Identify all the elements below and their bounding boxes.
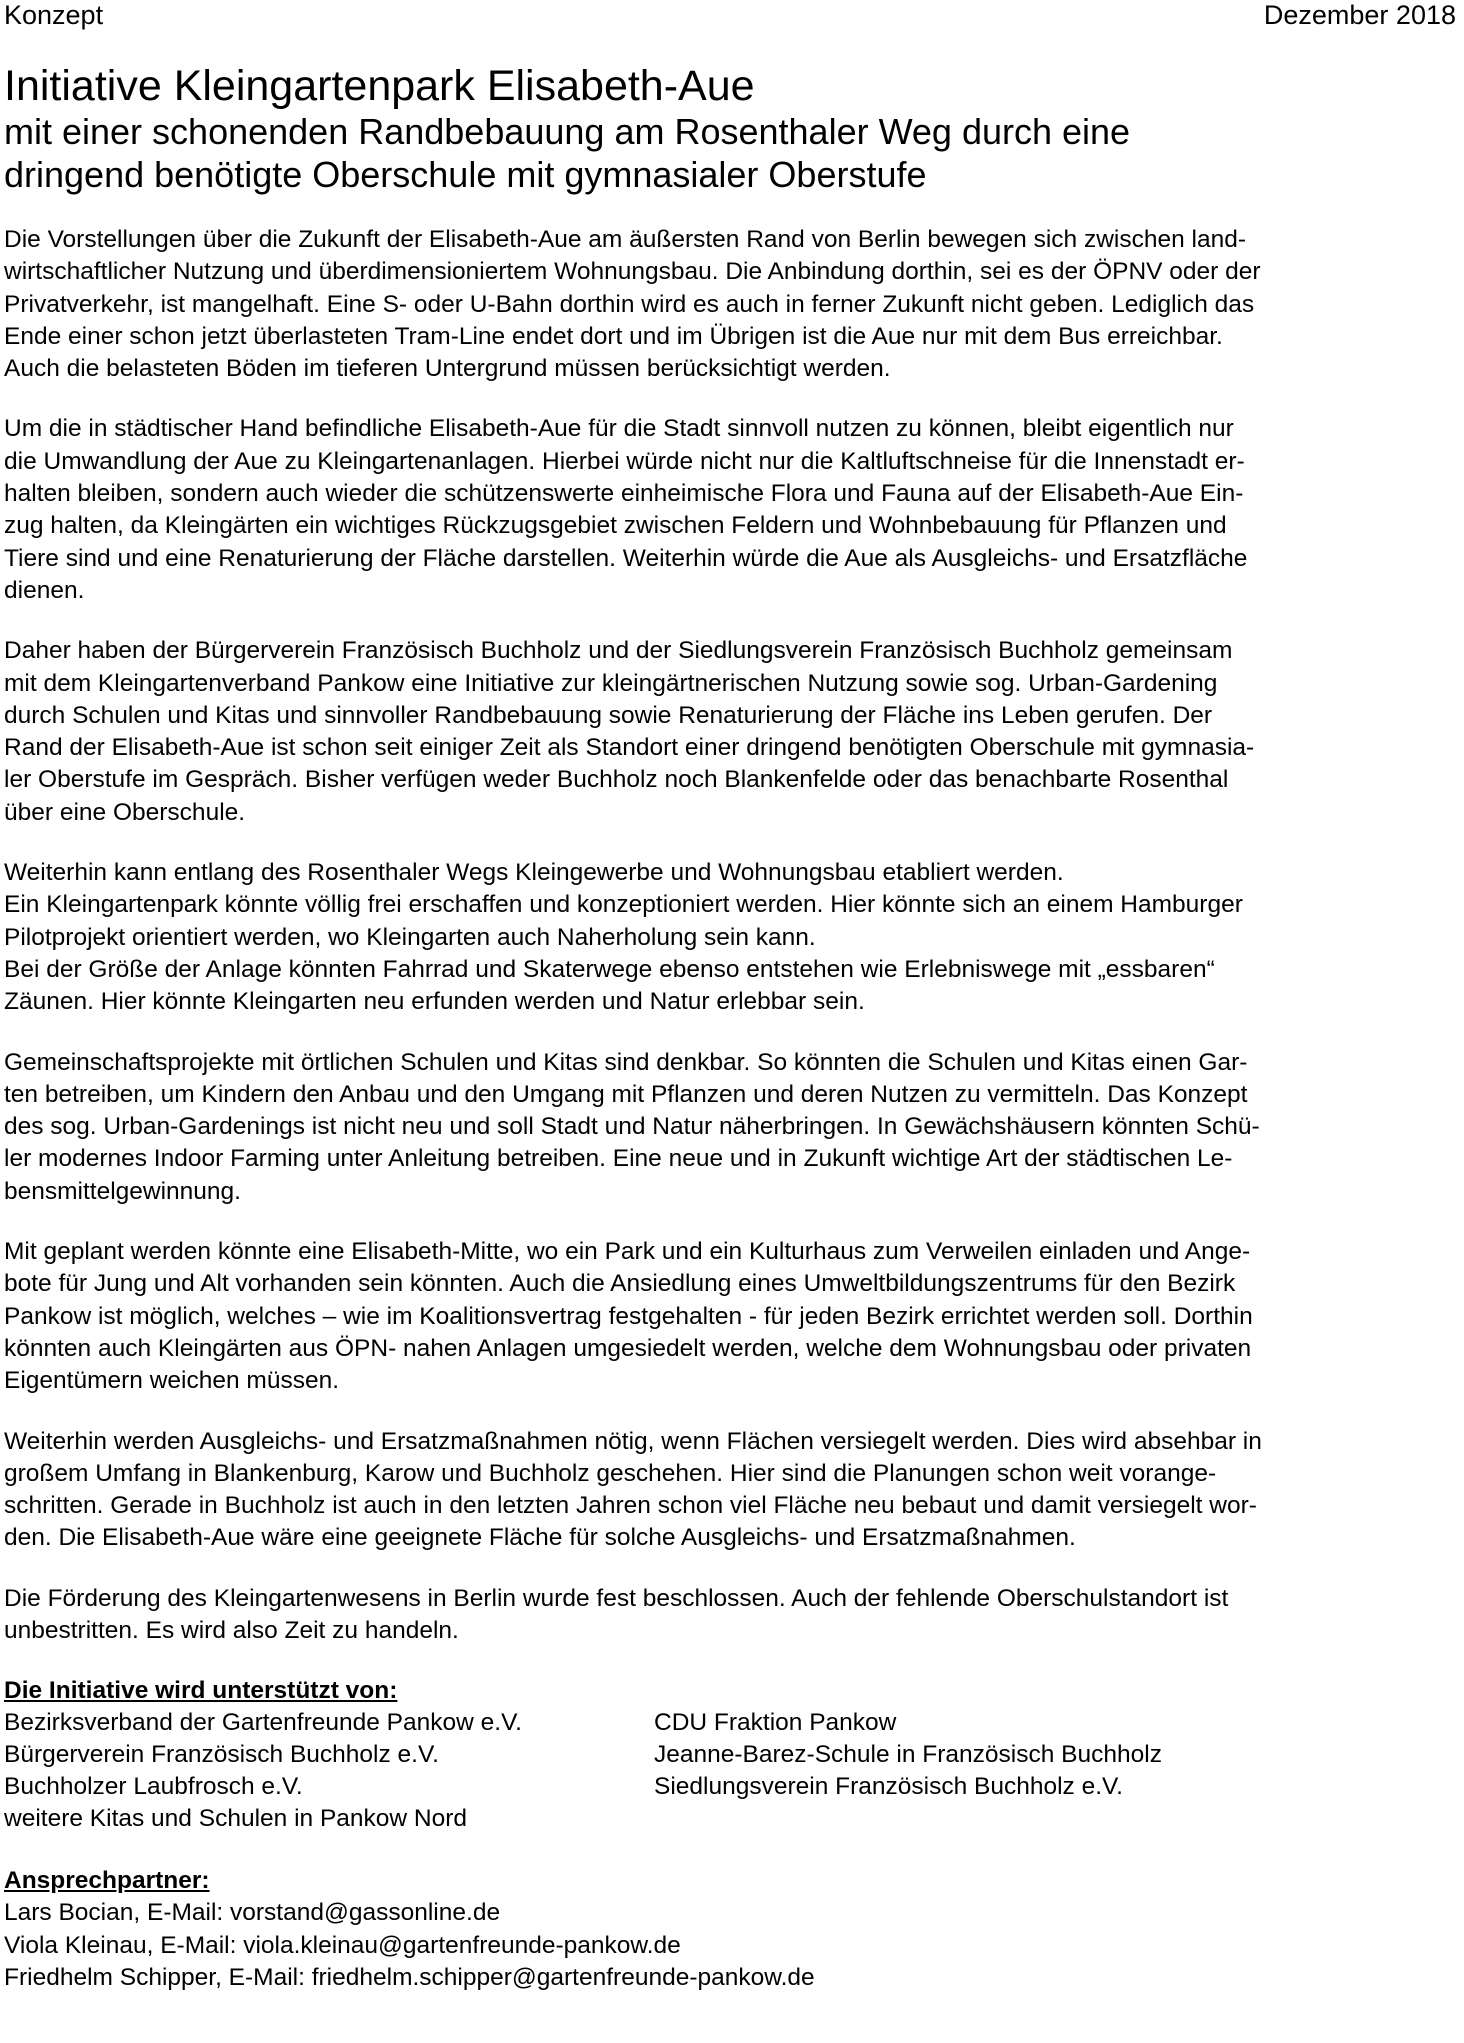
paragraph-line: den. Die Elisabeth-Aue wäre eine geeignete Fläche für solche Ausgleichs- und Ersatzmaßnahmen. bbox=[4, 1524, 1076, 1552]
paragraph-line: wirtschaftlicher Nutzung und überdimensioniertem Wohnungsbau. Die Anbindung dorthin, sei es der ÖPNV oder der bbox=[4, 258, 1261, 286]
paragraph-line: Pankow ist möglich, welches – wie im Koalitionsvertrag festgehalten - für jeden Bezirk errichtet werden soll. Dorthin bbox=[4, 1302, 1253, 1330]
title-subtitle-line-2: dringend benötigte Oberschule mit gymnasialer Oberstufe bbox=[4, 154, 927, 195]
header-label: Konzept bbox=[4, 0, 104, 30]
paragraph-line: zug halten, da Kleingärten ein wichtiges Rückzugsgebiet zwischen Feldern und Wohnbebauung für Pflanzen und bbox=[4, 512, 1227, 540]
paragraph-line: Rand der Elisabeth-Aue ist schon seit einiger Zeit als Standort einer dringend benötigten Oberschule mit gymnasia- bbox=[4, 734, 1255, 762]
paragraph-3 bbox=[4, 635, 1460, 829]
paragraph-line: schritten. Gerade in Buchholz ist auch in den letzten Jahren schon viel Fläche neu bebaut und damit versiegelt wor- bbox=[4, 1492, 1257, 1520]
contact-item: Viola Kleinau, E-Mail: viola.kleinau@gartenfreunde-pankow.de bbox=[4, 1931, 681, 1959]
contacts-list bbox=[4, 1897, 1460, 1995]
document-title bbox=[4, 62, 1460, 196]
title-main: Initiative Kleingartenpark Elisabeth-Aue bbox=[4, 62, 755, 110]
supporter-item: weitere Kitas und Schulen in Pankow Nord bbox=[4, 1805, 468, 1833]
contact-item: Friedhelm Schipper, E-Mail: friedhelm.schipper@gartenfreunde-pankow.de bbox=[4, 1964, 815, 1992]
paragraph-line: großem Umfang in Blankenburg, Karow und Buchholz geschehen. Hier sind die Planungen schon weit vorange- bbox=[4, 1459, 1217, 1487]
paragraph-4 bbox=[4, 857, 1460, 1018]
paragraph-6 bbox=[4, 1236, 1460, 1397]
paragraph-line: Privatverkehr, ist mangelhaft. Eine S- oder U-Bahn dorthin wird es auch in ferner Zukunft nicht geben. Lediglich das bbox=[4, 290, 1255, 318]
paragraph-7 bbox=[4, 1426, 1460, 1555]
paragraph-line: Um die in städtischer Hand befindliche Elisabeth-Aue für die Stadt sinnvoll nutzen zu können, bleibt eigentlich nur bbox=[4, 415, 1234, 443]
paragraph-line: Weiterhin kann entlang des Rosenthaler Wegs Kleingewerbe und Wohnungsbau etabliert werden. bbox=[4, 859, 1064, 887]
paragraph-line: ten betreiben, um Kindern den Anbau und den Umgang mit Pflanzen und deren Nutzen zu vermitteln. Das Konzept bbox=[4, 1080, 1248, 1108]
paragraph-line: ler modernes Indoor Farming unter Anleitung betreiben. Eine neue und in Zukunft wichtige Art der städtischen Le- bbox=[4, 1145, 1233, 1173]
paragraph-line: mit dem Kleingartenverband Pankow eine Initiative zur kleingärtnerischen Nutzung sowie sog. Urban-Gardening bbox=[4, 669, 1218, 697]
supporters-column-left bbox=[4, 1707, 654, 1835]
supporters-list bbox=[4, 1707, 1460, 1835]
paragraph-line: Zäunen. Hier könnte Kleingarten neu erfunden werden und Natur erlebbar sein. bbox=[4, 988, 865, 1016]
paragraph-line: Eigentümern weichen müssen. bbox=[4, 1367, 340, 1395]
paragraph-5 bbox=[4, 1047, 1460, 1208]
paragraph-8 bbox=[4, 1583, 1460, 1648]
header-date: Dezember 2018 bbox=[1263, 0, 1456, 30]
paragraph-line: Mit geplant werden könnte eine Elisabeth-Mitte, wo ein Park und ein Kulturhaus zum Verweilen einladen und Ange- bbox=[4, 1238, 1251, 1266]
paragraph-line: bote für Jung und Alt vorhanden sein könnten. Auch die Ansiedlung eines Umweltbildungszentrums für den Bezirk bbox=[4, 1270, 1236, 1298]
paragraph-line: Weiterhin werden Ausgleichs- und Ersatzmaßnahmen nötig, wenn Flächen versiegelt werden. Dies wird absehbar in bbox=[4, 1427, 1262, 1455]
paragraph-1 bbox=[4, 224, 1460, 385]
contacts-heading: Ansprechpartner: bbox=[4, 1867, 210, 1895]
paragraph-line: bensmittelgewinnung. bbox=[4, 1177, 241, 1205]
document-header bbox=[4, 0, 1460, 30]
paragraph-line: über eine Oberschule. bbox=[4, 798, 246, 826]
document-page bbox=[4, 0, 1460, 1995]
supporter-item: Siedlungsverein Französisch Buchholz e.V. bbox=[654, 1773, 1123, 1801]
supporter-item: Jeanne-Barez-Schule in Französisch Buchholz bbox=[654, 1741, 1162, 1769]
paragraph-line: Pilotprojekt orientiert werden, wo Kleingarten auch Naherholung sein kann. bbox=[4, 923, 816, 951]
paragraph-line: ler Oberstufe im Gespräch. Bisher verfügen weder Buchholz noch Blankenfelde oder das benachbarte Rosenthal bbox=[4, 766, 1229, 794]
paragraph-line: Ein Kleingartenpark könnte völlig frei erschaffen und konzeptioniert werden. Hier könnte sich an einem Hamburger bbox=[4, 891, 1243, 919]
contact-item: Lars Bocian, E-Mail: vorstand@gassonline.de bbox=[4, 1899, 501, 1927]
paragraph-line: Daher haben der Bürgerverein Französisch Buchholz und der Siedlungsverein Französisch Buchholz gemeinsam bbox=[4, 637, 1233, 665]
paragraph-line: unbestritten. Es wird also Zeit zu handeln. bbox=[4, 1616, 459, 1644]
supporter-item: Bezirksverband der Gartenfreunde Pankow e.V. bbox=[4, 1709, 522, 1737]
supporter-item: Buchholzer Laubfrosch e.V. bbox=[4, 1773, 303, 1801]
supporters-column-right bbox=[654, 1707, 1354, 1835]
paragraph-line: Ende einer schon jetzt überlasteten Tram-Line endet dort und im Übrigen ist die Aue nur mit dem Bus erreichbar. bbox=[4, 322, 1223, 350]
title-subtitle-line-1: mit einer schonenden Randbebauung am Rosenthaler Weg durch eine bbox=[4, 111, 1131, 152]
paragraph-line: Gemeinschaftsprojekte mit örtlichen Schulen und Kitas sind denkbar. So könnten die Schulen und Kitas einen Gar- bbox=[4, 1048, 1248, 1076]
paragraph-line: Tiere sind und eine Renaturierung der Fläche darstellen. Weiterhin würde die Aue als Ausgleichs- und Ersatzfläche bbox=[4, 544, 1248, 572]
supporters-heading: Die Initiative wird unterstützt von: bbox=[4, 1677, 398, 1705]
paragraph-line: des sog. Urban-Gardenings ist nicht neu und soll Stadt und Natur näherbringen. In Gewächshäusern könnten Schü- bbox=[4, 1113, 1260, 1141]
paragraph-line: Auch die belasteten Böden im tieferen Untergrund müssen berücksichtigt werden. bbox=[4, 355, 891, 383]
paragraph-line: die Umwandlung der Aue zu Kleingartenanlagen. Hierbei würde nicht nur die Kaltluftschneise für die Innenstadt er- bbox=[4, 447, 1245, 475]
paragraph-line: könnten auch Kleingärten aus ÖPN- nahen Anlagen umgesiedelt werden, welche dem Wohnungsbau oder privaten bbox=[4, 1334, 1252, 1362]
paragraph-line: Die Förderung des Kleingartenwesens in Berlin wurde fest beschlossen. Auch der fehlende Oberschulstandort ist bbox=[4, 1584, 1229, 1612]
paragraph-line: halten bleiben, sondern auch wieder die schützenswerte einheimische Flora und Fauna auf der Elisabeth-Aue Ein- bbox=[4, 480, 1244, 508]
paragraph-line: durch Schulen und Kitas und sinnvoller Randbebauung sowie Renaturierung der Fläche ins Leben gerufen. Der bbox=[4, 701, 1213, 729]
supporter-item: CDU Fraktion Pankow bbox=[654, 1709, 897, 1737]
paragraph-2 bbox=[4, 413, 1460, 607]
contacts-section bbox=[4, 1865, 1460, 1995]
supporters-section bbox=[4, 1675, 1460, 1835]
paragraph-line: dienen. bbox=[4, 576, 85, 604]
supporter-item: Bürgerverein Französisch Buchholz e.V. bbox=[4, 1741, 439, 1769]
paragraph-line: Die Vorstellungen über die Zukunft der Elisabeth-Aue am äußersten Rand von Berlin bewegen sich zwischen land- bbox=[4, 226, 1247, 253]
paragraph-line: Bei der Größe der Anlage könnten Fahrrad und Skaterwege ebenso entstehen wie Erlebniswege mit „essbaren“ bbox=[4, 955, 1215, 983]
